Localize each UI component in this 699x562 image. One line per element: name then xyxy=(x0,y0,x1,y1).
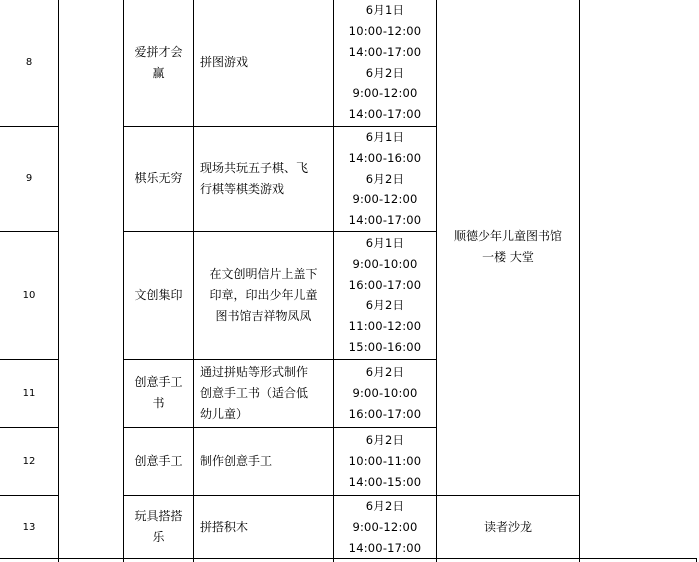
table-row xyxy=(0,0,697,127)
cell-text-line: 拼图游戏 xyxy=(200,55,249,69)
cell-text-line: 16:00-17:00 xyxy=(348,277,422,292)
cell-text-line: 创意手工 xyxy=(134,453,183,468)
cell-text-line: 顺德少年儿童图书馆 xyxy=(453,228,562,243)
cell-text-line: 6月1日 xyxy=(365,3,405,18)
row-number: 12 xyxy=(0,427,59,495)
cell-text-line: 9:00-12:00 xyxy=(352,86,418,101)
activity-time xyxy=(334,495,437,558)
activity-description xyxy=(194,127,334,232)
cell-text-line: 16:00-17:00 xyxy=(348,406,422,421)
activity-name xyxy=(124,0,194,127)
activity-name xyxy=(124,231,194,359)
cell-text-line: 14:00-17:00 xyxy=(348,44,422,59)
cell-text-line: 在文创明信片上盖下 xyxy=(209,266,318,281)
cell-text-line: 文创集印 xyxy=(134,287,183,302)
activity-time xyxy=(334,427,437,495)
cell-text-line: 创意手工 xyxy=(134,375,183,390)
cell-text-line: 图书馆吉祥物凤凤 xyxy=(215,308,312,323)
activity-time xyxy=(334,359,437,427)
row-number: 13 xyxy=(0,495,59,558)
activity-name xyxy=(124,127,194,232)
cell-text-line: 幼儿童） xyxy=(200,406,249,421)
cell-text-line: 6月2日 xyxy=(365,498,405,513)
cell-text-line: 15:00-16:00 xyxy=(348,340,422,355)
cell-text-line: 行棋等棋类游戏 xyxy=(200,181,285,196)
cell-text-line: 创意手工书（适合低 xyxy=(200,385,309,400)
cell-text-line: 10:00-12:00 xyxy=(348,23,422,38)
cell-text-line: 玩具搭搭 xyxy=(134,509,183,524)
cell-text-line: 9:00-10:00 xyxy=(352,386,418,401)
activity-description xyxy=(194,495,334,558)
cell-text-line: 14:00-16:00 xyxy=(348,150,422,165)
cell-text-line: 14:00-17:00 xyxy=(348,213,422,228)
cell-text-line: 14:00-17:00 xyxy=(348,540,422,555)
row-number: 8 xyxy=(0,0,59,127)
cell-text-line: 10:00-11:00 xyxy=(348,454,422,469)
cell-text-line: 6月2日 xyxy=(365,171,405,186)
cell-text-line: 11:00-12:00 xyxy=(348,319,422,334)
cell-text-line: 6月2日 xyxy=(365,433,405,448)
activity-name xyxy=(124,359,194,427)
activity-description xyxy=(194,359,334,427)
activity-name xyxy=(124,495,194,558)
cell-text-line: 乐 xyxy=(152,530,165,545)
cell-text-line: 6月2日 xyxy=(365,298,405,313)
cell-text-line: 印章，印出少年儿童 xyxy=(209,287,318,302)
activity-time xyxy=(334,231,437,359)
cell-text-line: 6月2日 xyxy=(365,365,405,380)
cell-text-line: 制作创意手工 xyxy=(200,453,273,468)
cell-text-line: 拼搭积木 xyxy=(200,519,249,534)
cell-text-line: 6月1日 xyxy=(365,130,405,144)
cell-text-line: 一楼 大堂 xyxy=(482,249,534,264)
activity-time xyxy=(334,127,437,232)
cell-text-line: 棋乐无穷 xyxy=(134,171,183,186)
row-number: 9 xyxy=(0,127,59,232)
cell-text-line: 9:00-12:00 xyxy=(352,192,418,207)
activity-description xyxy=(194,427,334,495)
cell-text-line: 现场共玩五子棋、飞 xyxy=(200,160,309,175)
activity-time xyxy=(334,0,437,127)
cell-text-line: 9:00-10:00 xyxy=(352,256,418,271)
activity-location xyxy=(437,0,580,495)
activity-description xyxy=(194,231,334,359)
cell-text-line: 14:00-15:00 xyxy=(348,474,422,489)
activity-name xyxy=(124,427,194,495)
activity-description xyxy=(194,0,334,127)
cell-text-line: 6月2日 xyxy=(365,65,405,80)
cell-text-line: 9:00-12:00 xyxy=(352,519,418,534)
activity-location: 读者沙龙 xyxy=(437,495,580,558)
merged-blank-cell xyxy=(580,0,697,559)
row-number: 11 xyxy=(0,359,59,427)
row-number: 10 xyxy=(0,231,59,359)
cell-text-line: 爱拼才会 xyxy=(134,44,183,59)
cell-text-line: 14:00-17:00 xyxy=(348,107,422,122)
cell-text-line: 6月1日 xyxy=(365,236,405,251)
cell-text-line: 书 xyxy=(152,396,165,411)
cell-text-line: 赢 xyxy=(152,65,165,80)
merged-blank-cell xyxy=(59,0,124,559)
cell-text-line: 通过拼贴等形式制作 xyxy=(200,364,309,379)
